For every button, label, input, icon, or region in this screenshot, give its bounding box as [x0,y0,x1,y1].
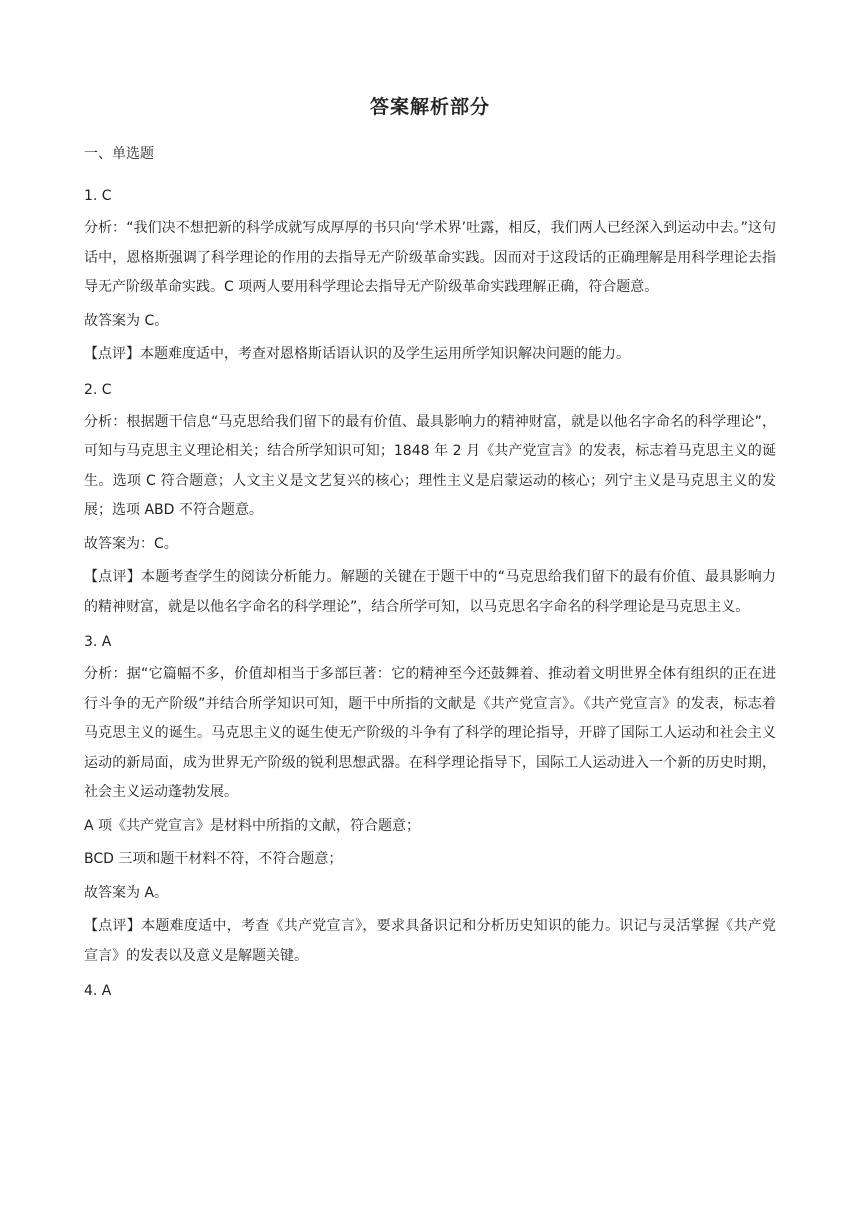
question-number: 3. A [84,634,112,650]
comment-paragraph: 【点评】本题考查学生的阅读分析能力。解题的关键在于题干中的“马克思给我们留下的最有价值、最具影响力的精神财富，就是以他名字命名的科学理论”，结合所学可知，以马克思名字命名的科学理论是马克思主义。 [84,569,776,615]
answer-line: 故答案为 A。 [84,884,169,901]
question-block-2 [84,376,776,623]
option-a-line: A 项《共产党宣言》是材料中所指的文献，符合题意； [84,817,421,834]
question-number: 4. A [84,983,112,999]
analysis-paragraph: 分析：据“它篇幅不多，价值却相当于多部巨著：它的精神至今还鼓舞着、推动着文明世界全体有组织的正在进行斗争的无产阶级”并结合所学知识可知，题干中所指的文献是《共产党宣言》。《共产党宣言》的发表，标志着马克思主义的诞生。马克思主义的诞生使无产阶级的斗争有了科学的理论指导，开辟了国际工人运动和社会主义运动的新局面，成为世界无产阶级的锐利思想武器。在科学理论指导下，国际工人运动进入一个新的历史时期，社会主义运动蓬勃发展。 [84,666,776,800]
section-heading: 一、单选题 [84,146,154,162]
comment-paragraph: 【点评】本题难度适中，考查《共产党宣言》，要求具备识记和分析历史知识的能力。识记与灵活掌握《共产党宣言》的发表以及意义是解题关键。 [84,918,776,964]
question-block-4 [84,977,776,1005]
question-number: 1. C [84,188,112,204]
question-number: 2. C [84,381,112,398]
question-block-1 [84,182,776,370]
page-title: 答案解析部分 [369,96,490,118]
option-bcd-line: BCD 三项和题干材料不符，不符合题意； [84,851,343,867]
answer-line: 故答案为 C。 [84,312,169,329]
comment-paragraph: 【点评】本题难度适中，考查对恩格斯话语认识的及学生运用所学知识解决问题的能力。 [84,346,630,362]
analysis-paragraph: 分析：根据题干信息“马克思给我们留下的最有价值、最具影响力的精神财富，就是以他名字命名的科学理论”，可知与马克思主义理论相关；结合所学知识可知；1848 年 2 月《共产党宣言》的发表，标志着马克思主义的诞生。选项 C 符合题意；人文主义是文艺复兴的核心；理性主义是启蒙运动的核心；列宁主义是马克思主义的发展；选项 ABD 不符合题意。 [84,413,776,518]
analysis-paragraph: 分析：“我们决不想把新的科学成就写成厚厚的书只向‘学术界’吐露，相反，我们两人已经深入到运动中去。”这句话中，恩格斯强调了科学理论的作用的去指导无产阶级革命实践。因而对于这段话的正确理解是用科学理论去指导无产阶级革命实践。C 项两人要用科学理论去指导无产阶级革命实践理解正确，符合题意。 [84,220,776,295]
answer-content [84,140,776,1009]
question-block-3 [84,628,776,971]
answer-line: 故答案为：C。 [84,535,178,552]
